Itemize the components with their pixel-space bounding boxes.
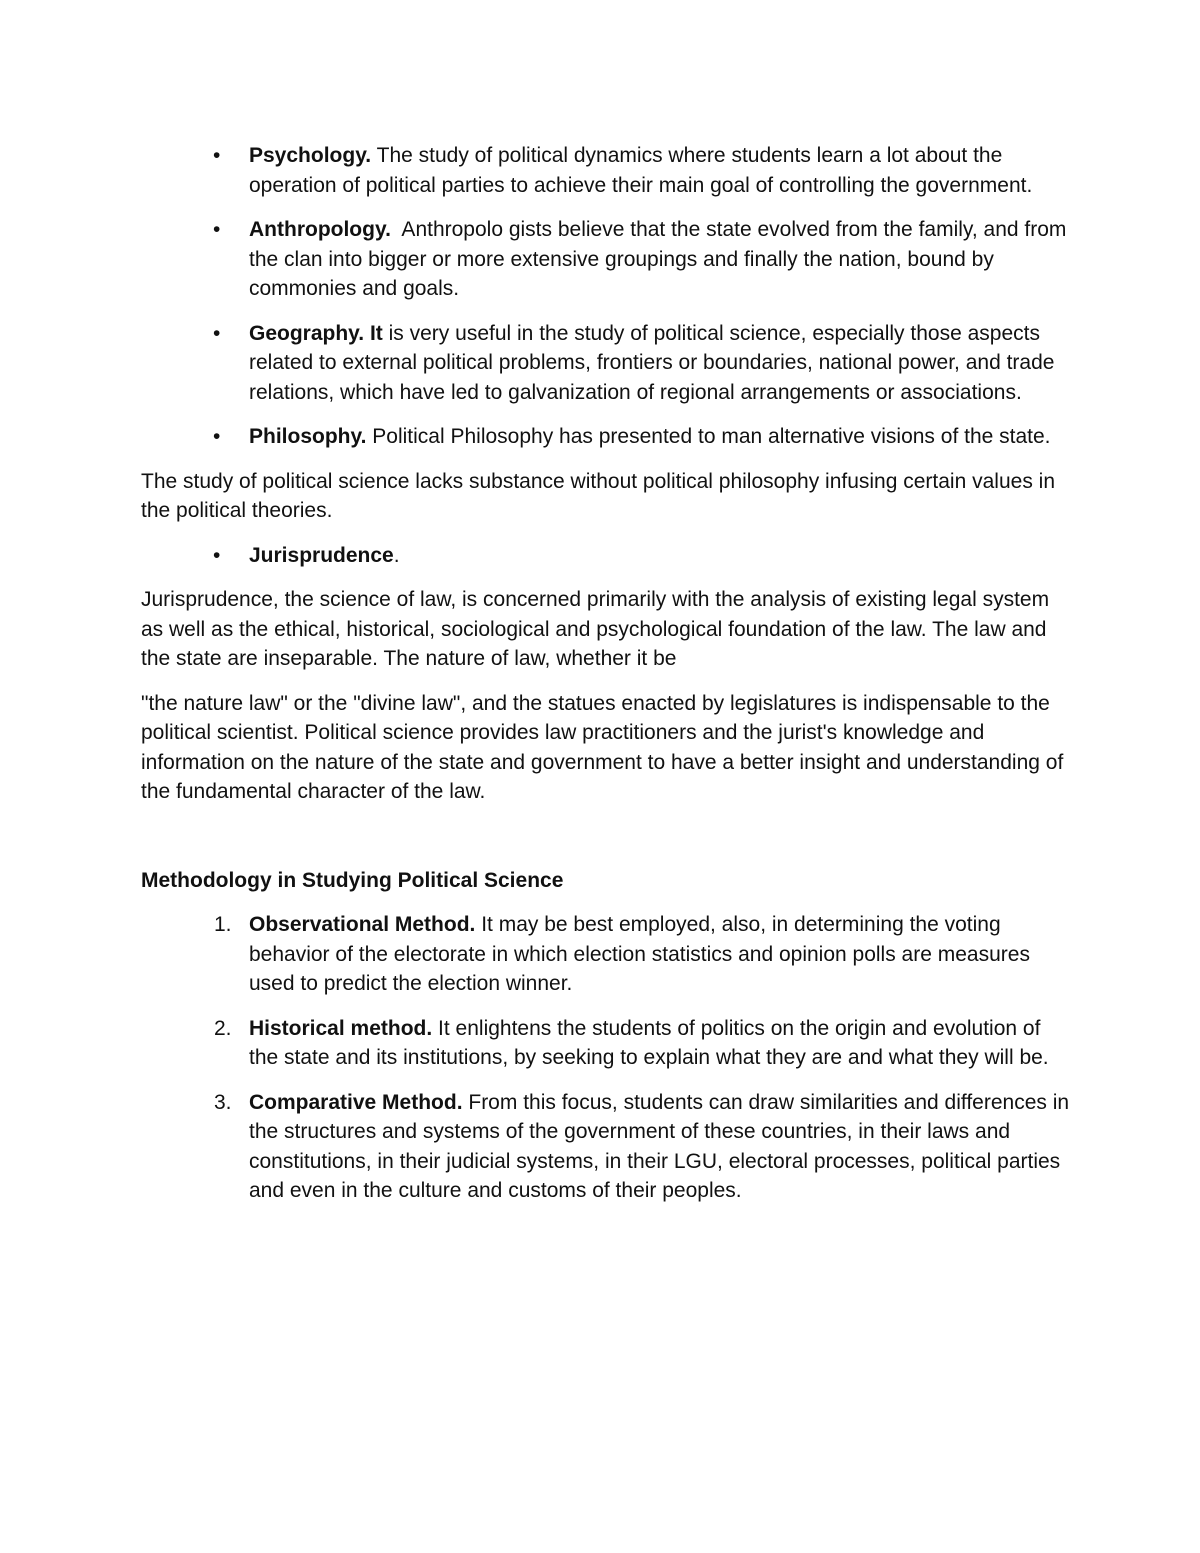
method-term: Comparative Method. <box>249 1090 463 1114</box>
philosophy-paragraph: The study of political science lacks substance without political philosophy infusing certain values in the political theories. <box>141 469 1055 522</box>
bullet-item-philosophy <box>141 422 1071 452</box>
bullet-text: The study of political dynamics where students learn a lot about the operation of political parties to achieve their main goal of controlling the government. <box>249 144 1033 197</box>
bullet-marker: • <box>213 543 221 567</box>
jurisprudence-bullet-list <box>141 541 1071 571</box>
document-page <box>141 141 1071 1206</box>
methods-numbered-list <box>141 910 1071 1206</box>
bullet-text: is very useful in the study of political science, especially those aspects related to external political problems, frontiers or boundaries, national power, and trade relations, which have led to galvanization of regional arrangements or associations. <box>249 321 1055 404</box>
method-text: It enlightens the students of politics on the origin and evolution of the state and its institutions, by seeking to explain what they are and what they will be. <box>249 1016 1049 1069</box>
jurisprudence-paragraph-1: Jurisprudence, the science of law, is concerned primarily with the analysis of existing legal system as well as the ethical, historical, sociological and psychological foundation of the law. The law and the state are inseparable. The nature of law, whether it be <box>141 588 1050 670</box>
list-number: 2. <box>214 1016 232 1040</box>
bullet-item-psychology <box>141 141 1071 200</box>
method-item-comparative <box>141 1088 1071 1206</box>
method-term: Historical method. <box>249 1016 433 1040</box>
bullet-marker: • <box>213 321 221 345</box>
bullet-term: Anthropology. <box>249 218 391 241</box>
bullet-term: Geography. It <box>249 321 383 345</box>
bullet-item-jurisprudence <box>141 541 1071 571</box>
bullet-marker: • <box>213 218 221 241</box>
bullet-text: . <box>393 543 400 567</box>
bullet-item-geography <box>141 319 1071 408</box>
bullet-text: Anthropolo gists believe that the state evolved from the family, and from the clan into bigger or more extensive groupings and finally the nation, bound by commonies and goals. <box>249 218 1073 300</box>
jurisprudence-paragraph-2: "the nature law" or the "divine law", and the statues enacted by legislatures is indispensable to the political scientist. Political science provides law practitioners and the jurist's knowledge and information on the nature of the state and government to have a better insight and understanding of the fundamental character of the law. <box>141 691 1064 803</box>
bullet-marker: • <box>213 144 221 167</box>
bullet-term: Jurisprudence <box>249 543 394 567</box>
disciplines-bullet-list <box>141 141 1071 452</box>
methodology-heading: Methodology in Studying Political Science <box>141 868 564 892</box>
bullet-term: Philosophy. <box>249 425 367 448</box>
method-item-historical <box>141 1014 1071 1073</box>
list-number: 1. <box>214 913 232 936</box>
bullet-text: Political Philosophy has presented to man alternative visions of the state. <box>366 425 1051 448</box>
bullet-item-anthropology <box>141 215 1071 304</box>
method-text: It may be best employed, also, in determining the voting behavior of the electorate in which election statistics and opinion polls are measures used to predict the election winner. <box>249 913 1030 995</box>
method-text: From this focus, students can draw similarities and differences in the structures and systems of the government of these countries, in their laws and constitutions, in their judicial systems, in their LGU, electoral processes, political parties and even in the culture and customs of their peoples. <box>249 1090 1070 1202</box>
method-term: Observational Method. <box>249 913 476 936</box>
method-item-observational <box>141 910 1071 999</box>
list-number: 3. <box>214 1090 232 1114</box>
bullet-term: Psychology. <box>249 144 372 167</box>
bullet-marker: • <box>213 425 221 448</box>
